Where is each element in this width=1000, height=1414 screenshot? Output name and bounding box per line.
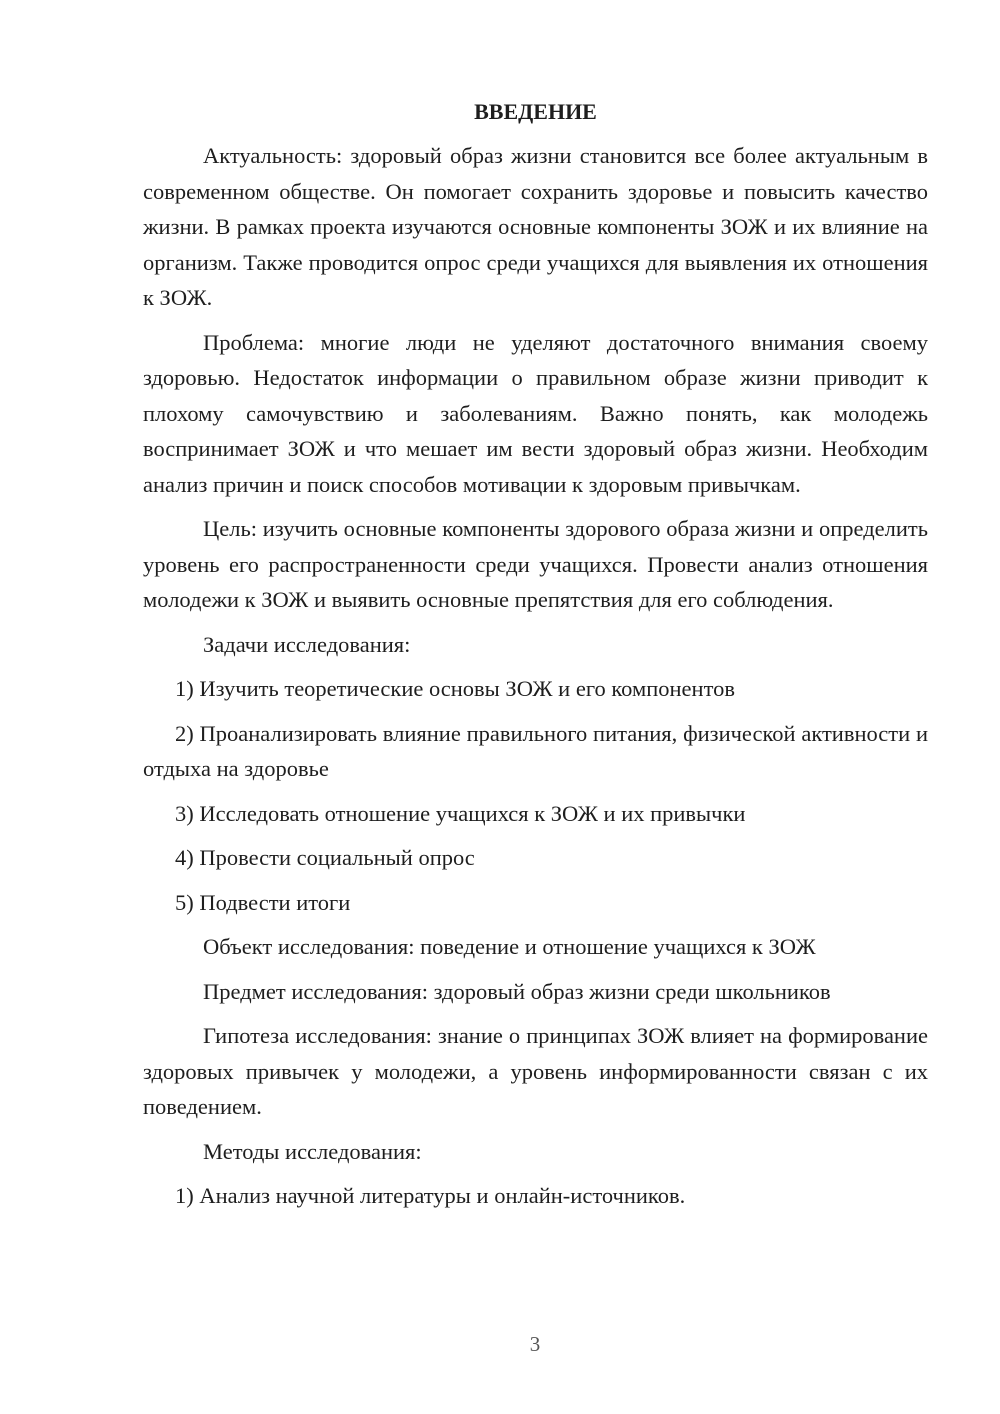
methods-heading: Методы исследования: <box>203 1138 422 1164</box>
task-item-5: 5) Подвести итоги <box>175 889 351 915</box>
method-item-1: 1) Анализ научной литературы и онлайн-источников. <box>175 1183 686 1208</box>
section-heading: ВВЕДЕНИЕ <box>474 99 597 124</box>
relevance-paragraph: Актуальность: здоровый образ жизни становится все более актуальным в современном обществе. Он помогает сохранить здоровье и повысить качество жизни. В рамках проекта изучаются основные компоненты ЗОЖ и их влияние на организм. Также проводится опрос среди учащихся для выявления их отношения к ЗОЖ. <box>143 143 928 310</box>
object-paragraph: Объект исследования: поведение и отношение учащихся к ЗОЖ <box>203 934 816 959</box>
page-content <box>143 94 928 1223</box>
goal-paragraph: Цель: изучить основные компоненты здорового образа жизни и определить уровень его распространенности среди учащихся. Провести анализ отношения молодежи к ЗОЖ и выявить основные препятствия для его соблюдения. <box>143 516 928 612</box>
tasks-heading: Задачи исследования: <box>203 631 411 657</box>
task-item-2: 2) Проанализировать влияние правильного питания, физической активности и отдыха на здоровье <box>143 720 928 781</box>
problem-paragraph: Проблема: многие люди не уделяют достаточного внимания своему здоровью. Недостаток информации о правильном образе жизни приводит к плохому самочувствию и заболеваниям. Важно понять, как молодежь воспринимает ЗОЖ и что мешает им вести здоровый образ жизни. Необходим анализ причин и поиск способов мотивации к здоровым привычкам. <box>143 329 928 497</box>
subject-paragraph: Предмет исследования: здоровый образ жизни среди школьников <box>203 978 831 1004</box>
task-item-1: 1) Изучить теоретические основы ЗОЖ и его компонентов <box>175 676 735 701</box>
task-item-3: 3) Исследовать отношение учащихся к ЗОЖ и их привычки <box>175 800 746 826</box>
page-number: 3 <box>529 1332 541 1356</box>
hypothesis-paragraph: Гипотеза исследования: знание о принципах ЗОЖ влияет на формирование здоровых привычек у молодежи, а уровень информированности связан с их поведением. <box>143 1023 928 1119</box>
task-item-4: 4) Провести социальный опрос <box>175 845 475 870</box>
